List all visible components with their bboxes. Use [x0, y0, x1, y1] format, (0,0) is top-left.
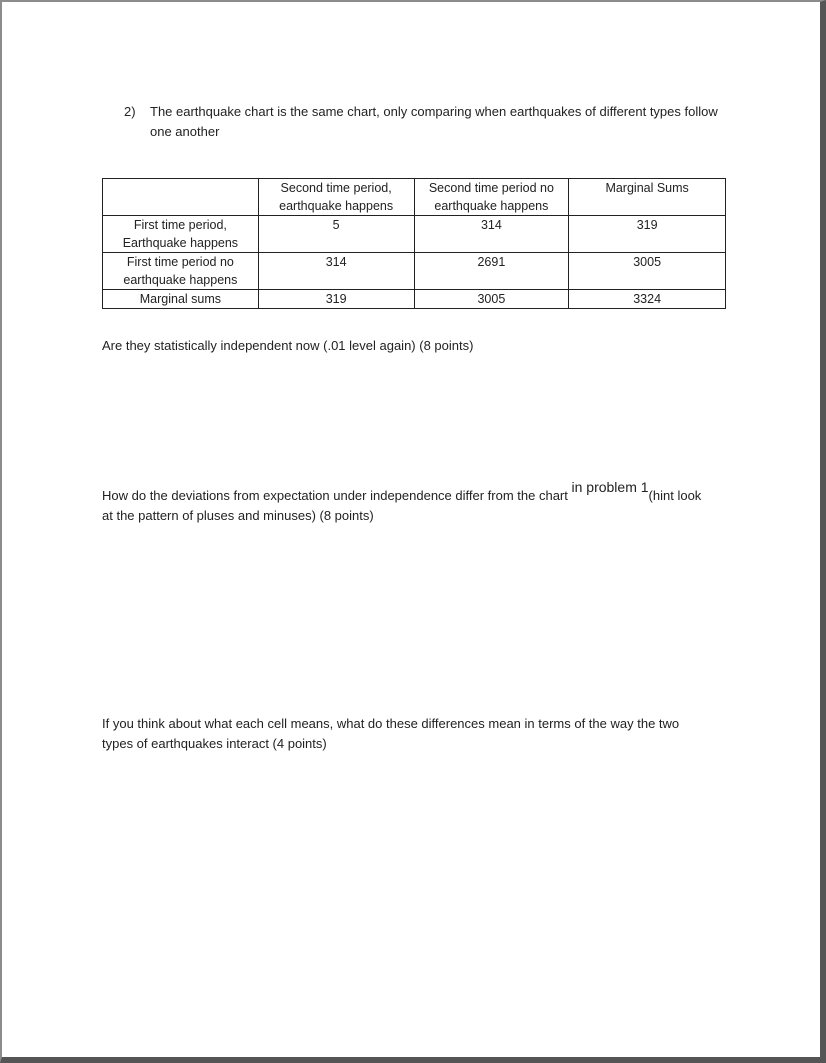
table-cell: 314: [414, 216, 569, 253]
table-cell: 319: [569, 216, 726, 253]
table-cell: 314: [258, 253, 414, 290]
table-row: [103, 216, 726, 253]
table-cell: 3005: [414, 290, 569, 309]
table-header-row: [103, 179, 726, 216]
part-b-text-before: How do the deviations from expectation under independence differ from the chart: [102, 488, 568, 503]
question-number: 2): [124, 104, 136, 119]
table-header-cell: Marginal Sums: [569, 179, 726, 216]
part-a-question: Are they statistically independent now (.01 level again) (8 points): [102, 338, 474, 353]
row-label-cell: First time period no earthquake happens: [103, 253, 259, 290]
part-b-annotation: in problem 1: [571, 479, 649, 495]
table-cell: 319: [258, 290, 414, 309]
table-header-cell: [103, 179, 259, 216]
row-label-cell: First time period, Earthquake happens: [103, 216, 259, 253]
question-text: The earthquake chart is the same chart, only comparing when earthquakes of different types follow one another: [150, 104, 718, 139]
part-b-text-after: (hint look at the pattern of pluses and minuses) (8 points): [102, 488, 702, 523]
contingency-table: [102, 178, 726, 309]
table-header-cell: Second time period, earthquake happens: [258, 179, 414, 216]
table-cell: 5: [258, 216, 414, 253]
row-label-cell: Marginal sums: [103, 290, 259, 309]
table-cell: 3005: [569, 253, 726, 290]
table-row: [103, 253, 726, 290]
part-c-question: If you think about what each cell means, what do these differences mean in terms of the way the two types of earthquakes interact (4 points): [102, 716, 680, 751]
table-header-cell: Second time period no earthquake happens: [414, 179, 569, 216]
part-b-question: [102, 479, 712, 526]
table-cell: 2691: [414, 253, 569, 290]
table-row: [103, 290, 726, 309]
table-cell: 3324: [569, 290, 726, 309]
